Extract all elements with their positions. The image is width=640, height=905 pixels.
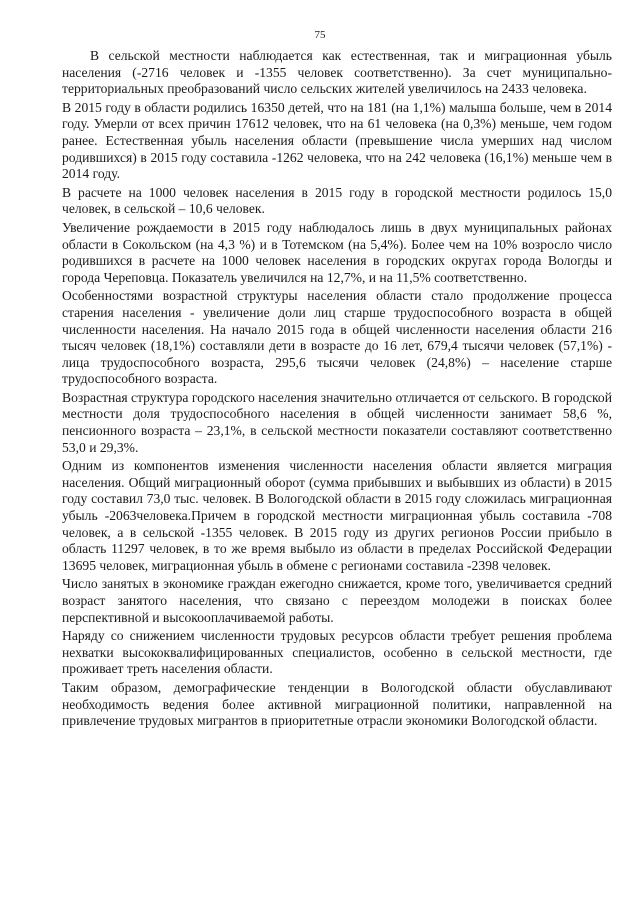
- paragraph-employment: [62, 576, 612, 626]
- paragraph-text: В 2015 году в области родились 16350 детей, что на 181 (на 1,1%) малыша больше, чем в 2014 году. Умерли от всех причин 17612 человек, что на 61 человека (на 0,3%) меньше, чем годом ранее. Естественная убыль населения области (превышение числа умерших над числом родившихся) в 2015 году составила -1262 человека, что на 242 человека (16,1%) меньше чем в 2014 году.: [62, 99, 612, 182]
- paragraph-rural-population: [62, 48, 612, 98]
- paragraph-conclusion: [62, 680, 612, 730]
- paragraph-text: В сельской местности наблюдается как естественная, так и миграционная убыль населения (-2716 человек и -1355 человек соответственно). За счет муниципально-территориальных преобразований число сельских жителей увеличилось на 2433 человека.: [62, 48, 612, 97]
- paragraph-text: Наряду со снижением численности трудовых ресурсов области требует решения проблема нехватки высококвалифицированных специалистов, особенно в сельской местности, где проживает треть населения области.: [62, 628, 612, 677]
- document-body: [62, 48, 612, 732]
- paragraph-text: Возрастная структура городского населения значительно отличается от сельского. В городской местности доля трудоспособного населения в общей численности занимает 58,6 %, пенсионного возраста – 23,1%, в сельской местности показатели составляют соответственно 53,0 и 29,3%.: [62, 389, 612, 455]
- paragraph-text: Таким образом, демографические тенденции в Вологодской области обуславливают необходимость ведения более активной миграционной политики, направленной на привлечение трудовых мигрантов в приоритетные отрасли экономики Вологодской области.: [62, 679, 612, 729]
- paragraph-text: В расчете на 1000 человек населения в 2015 году в городской местности родилось 15,0 человек, в сельской – 10,6 человек.: [62, 184, 612, 217]
- paragraph-text: Увеличение рождаемости в 2015 году наблюдалось лишь в двух муниципальных районах области в Сокольском (на 4,3 %) и в Тотемском (на 5,4%). Более чем на 10% возросло число родившихся в расчете на 1000 человек населения в городских округах города Вологды и города Череповца. Показатель увеличился на 12,7%, и на 11,5% соответственно.: [62, 219, 612, 285]
- paragraph-text: Число занятых в экономике граждан ежегодно снижается, кроме того, увеличивается средний возраст занятого населения, что связано с переездом молодежи в поисках более перспективной и высокооплачиваемой работы.: [62, 576, 612, 625]
- paragraph-specialists-shortage: [62, 628, 612, 678]
- paragraph-age-structure: [62, 288, 612, 388]
- paragraph-birth-rate-per-1000: [62, 185, 612, 218]
- paragraph-migration: [62, 458, 612, 574]
- paragraph-birth-rate-growth: [62, 220, 612, 286]
- page-number: 75: [314, 29, 326, 41]
- paragraph-urban-age-structure: [62, 390, 612, 456]
- paragraph-text: Одним из компонентов изменения численности населения области является миграция населения. Общий миграционный оборот (сумма прибывших и выбывших из области) в 2015 году составил 73,0 тыс. человек. В Вологодской области в 2015 году сложилась миграционная убыль -2063человека.Причем в городской местности миграционная убыль составила -708 человек, а в сельской -1355 человек. В 2015 году из других регионов России прибыло в область 11297 человек, в то же время выбыло из области в пределах Российской Федерации 13695 человек, миграционная убыль в обмене с регионами составила -2398 человек.: [62, 458, 612, 573]
- paragraph-births-deaths: [62, 100, 612, 183]
- paragraph-text: Особенностями возрастной структуры населения области стало продолжение процесса старения населения - увеличение доли лиц старше трудоспособного возраста в общей численности населения. На начало 2015 года в общей численности населения области 216 тысяч человек (18,1%) составляли дети в возрасте до 16 лет, 679,4 тысячи человек (57,1%) - лица трудоспособного возраста, 295,6 тысячи человек (24,8%) – население старше трудоспособного возраста.: [62, 288, 612, 387]
